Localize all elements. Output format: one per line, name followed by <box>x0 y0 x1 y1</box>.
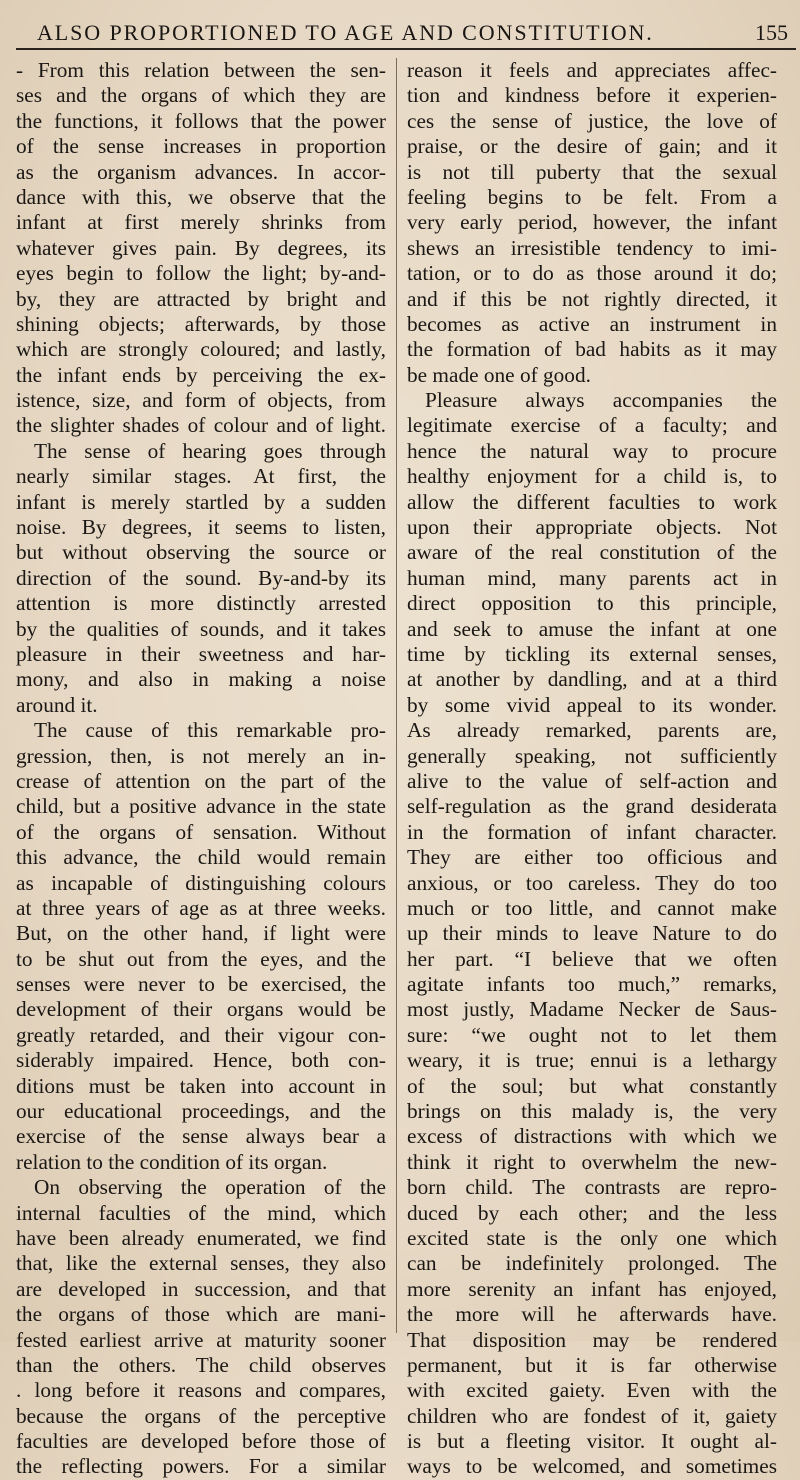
text-line: The sense of hearing goes through <box>34 438 386 463</box>
text-line: up their minds to leave Nature to do <box>407 921 777 946</box>
text-line: be made one of good. <box>407 362 591 387</box>
running-head <box>16 12 796 48</box>
text-line: much or too little, and cannot make <box>407 895 777 920</box>
text-line: to be shut out from the eyes, and the <box>16 946 386 971</box>
text-line: istence, size, and form of objects, from <box>16 388 386 413</box>
text-line: the more will he afterwards have. <box>407 1302 777 1327</box>
text-line: upon their appropriate objects. Not <box>407 515 777 540</box>
text-line: becomes as active an instrument in <box>407 311 777 336</box>
text-line: direct opposition to this principle, <box>407 591 777 616</box>
text-line: legitimate exercise of a faculty; and <box>407 413 777 438</box>
text-line: weary, it is true; ennui is a lethargy <box>407 1048 777 1073</box>
text-line: tion and kindness before it experien- <box>407 83 777 108</box>
text-line: praise, or the desire of gain; and it <box>407 134 777 159</box>
right-column <box>407 58 777 1480</box>
text-line: alive to the value of self-action and <box>407 768 777 793</box>
text-line: infant at first merely shrinks from <box>16 210 386 235</box>
text-line: eyes begin to follow the light; by-and- <box>16 261 386 286</box>
text-line: gression, then, is not merely an in- <box>16 743 386 768</box>
text-line: ses and the organs of which they are <box>16 83 386 108</box>
book-page <box>16 12 796 1479</box>
text-line: as the organism advances. In accor- <box>16 159 386 184</box>
text-line: can be indefinitely prolonged. The <box>407 1251 777 1276</box>
text-line: On observing the operation of the <box>34 1175 386 1200</box>
page-number: 155 <box>755 20 788 45</box>
text-line: anxious, or too careless. They do too <box>407 870 777 895</box>
text-line: because the organs of the perceptive <box>16 1403 386 1428</box>
text-line: That disposition may be rendered <box>407 1327 777 1352</box>
text-line: at three years of age as at three weeks. <box>16 895 386 920</box>
text-line: around it. <box>16 692 98 717</box>
text-line: siderably impaired. Hence, both con- <box>16 1048 386 1073</box>
text-line: hence the natural way to procure <box>407 438 777 463</box>
text-line: ces the sense of justice, the love of <box>407 108 777 133</box>
text-line: is but a fleeting visitor. It ought al- <box>407 1429 777 1454</box>
text-line: agitate infants too much,” remarks, <box>407 972 777 997</box>
text-line: shining objects; afterwards, by those <box>16 311 386 336</box>
text-line: think it right to overwhelm the new- <box>407 1149 777 1174</box>
text-line: duced by each other; and the less <box>407 1200 777 1225</box>
text-line: exercise of the sense always bear a <box>16 1124 386 1149</box>
header-rule <box>16 48 796 50</box>
text-line: her part. “I believe that we often <box>407 946 777 971</box>
text-line: fested earliest arrive at maturity sooner <box>16 1327 386 1352</box>
text-line: faculties are developed before those of <box>16 1429 386 1454</box>
text-line: aware of the real constitution of the <box>407 540 777 565</box>
text-line: the organs of those which are mani- <box>16 1302 386 1327</box>
text-line: nearly similar stages. At first, the <box>16 464 386 489</box>
text-line: generally speaking, not sufficiently <box>407 743 777 768</box>
text-line: by some vivid appeal to its wonder. <box>407 692 777 717</box>
text-line: direction of the sound. By-and-by its <box>16 565 386 590</box>
text-line: But, on the other hand, if light were <box>16 921 386 946</box>
text-line: by, they are attracted by bright and <box>16 286 386 311</box>
text-line: the slighter shades of colour and of light. <box>16 413 386 438</box>
text-line: human mind, many parents act in <box>407 565 777 590</box>
text-line: and seek to amuse the infant at one <box>407 616 777 641</box>
text-line: as incapable of distinguishing colours <box>16 870 386 895</box>
text-line: by the qualities of sounds, and it takes <box>16 616 386 641</box>
text-line: which are strongly coloured; and lastly, <box>16 337 386 362</box>
text-line: have been already enumerated, we find <box>16 1225 386 1250</box>
text-line: sure: “we ought not to let them <box>407 1022 777 1047</box>
text-line: mony, and also in making a noise <box>16 667 386 692</box>
text-line: crease of attention on the part of the <box>16 768 386 793</box>
column-divider <box>396 58 397 1333</box>
text-line: relation to the condition of its organ. <box>16 1149 328 1174</box>
text-line: of the sense increases in proportion <box>16 134 386 159</box>
text-line: attention is more distinctly arrested <box>16 591 386 616</box>
running-title: ALSO PROPORTIONED TO AGE AND CONSTITUTION. <box>37 20 654 45</box>
text-line: As already remarked, parents are, <box>407 718 777 743</box>
text-line: of the soul; but what constantly <box>407 1073 777 1098</box>
text-line: child, but a positive advance in the state <box>16 794 386 819</box>
text-line: permanent, but it is far otherwise <box>407 1352 777 1377</box>
text-line: allow the different faculties to work <box>407 489 777 514</box>
text-line: the infant ends by perceiving the ex- <box>16 362 386 387</box>
text-columns <box>16 58 796 1479</box>
text-line: in the formation of infant character. <box>407 819 777 844</box>
text-line: most justly, Madame Necker de Saus- <box>407 997 777 1022</box>
text-line: Pleasure always accompanies the <box>425 388 777 413</box>
text-line: self-regulation as the grand desiderata <box>407 794 777 819</box>
text-line: and if this be not rightly directed, it <box>407 286 777 311</box>
text-line: ways to be welcomed, and sometimes <box>407 1454 777 1479</box>
text-line: infant is merely startled by a sudden <box>16 489 386 514</box>
text-line: pleasure in their sweetness and har- <box>16 641 386 666</box>
text-line: . long before it reasons and compares, <box>16 1378 386 1403</box>
text-line: of the organs of sensation. Without <box>16 819 386 844</box>
text-line: but without observing the source or <box>16 540 386 565</box>
text-line: feeling begins to be felt. From a <box>407 184 777 209</box>
text-line: They are either too officious and <box>407 845 777 870</box>
text-line: are developed in succession, and that <box>16 1276 386 1301</box>
text-line: this advance, the child would remain <box>16 845 386 870</box>
text-line: healthy enjoyment for a child is, to <box>407 464 777 489</box>
text-line: with excited gaiety. Even with the <box>407 1378 777 1403</box>
text-line: the functions, it follows that the power <box>16 108 386 133</box>
text-line: noise. By degrees, it seems to listen, <box>16 515 386 540</box>
text-line: excited state is the only one which <box>407 1225 777 1250</box>
text-line: more serenity an infant has enjoyed, <box>407 1276 777 1301</box>
text-line: reason it feels and appreciates affec- <box>407 58 777 82</box>
left-column <box>16 58 386 1480</box>
text-line: development of their organs would be <box>16 997 386 1022</box>
text-line: senses were never to be exercised, the <box>16 972 386 997</box>
text-line: the formation of bad habits as it may <box>407 337 777 362</box>
text-line: is not till puberty that the sexual <box>407 159 777 184</box>
text-line: excess of distractions with which we <box>407 1124 777 1149</box>
text-line: internal faculties of the mind, which <box>16 1200 386 1225</box>
text-line: than the others. The child observes <box>16 1352 386 1377</box>
text-line: very early period, however, the infant <box>407 210 777 235</box>
text-line: time by tickling its external senses, <box>407 641 777 666</box>
text-line: that, like the external senses, they also <box>16 1251 386 1276</box>
text-line: children who are fondest of it, gaiety <box>407 1403 777 1428</box>
text-line: - From this relation between the sen- <box>16 58 386 82</box>
text-line: tation, or to do as those around it do; <box>407 261 777 286</box>
text-line: the reflecting powers. For a similar <box>16 1454 386 1479</box>
text-line: ditions must be taken into account in <box>16 1073 386 1098</box>
text-line: born child. The contrasts are repro- <box>407 1175 777 1200</box>
text-line: The cause of this remarkable pro- <box>34 718 386 743</box>
text-line: greatly retarded, and their vigour con- <box>16 1022 386 1047</box>
text-line: our educational proceedings, and the <box>16 1099 386 1124</box>
text-line: dance with this, we observe that the <box>16 184 386 209</box>
text-line: at another by dandling, and at a third <box>407 667 777 692</box>
text-line: shews an irresistible tendency to imi- <box>407 235 777 260</box>
text-line: whatever gives pain. By degrees, its <box>16 235 386 260</box>
text-line: brings on this malady is, the very <box>407 1099 777 1124</box>
